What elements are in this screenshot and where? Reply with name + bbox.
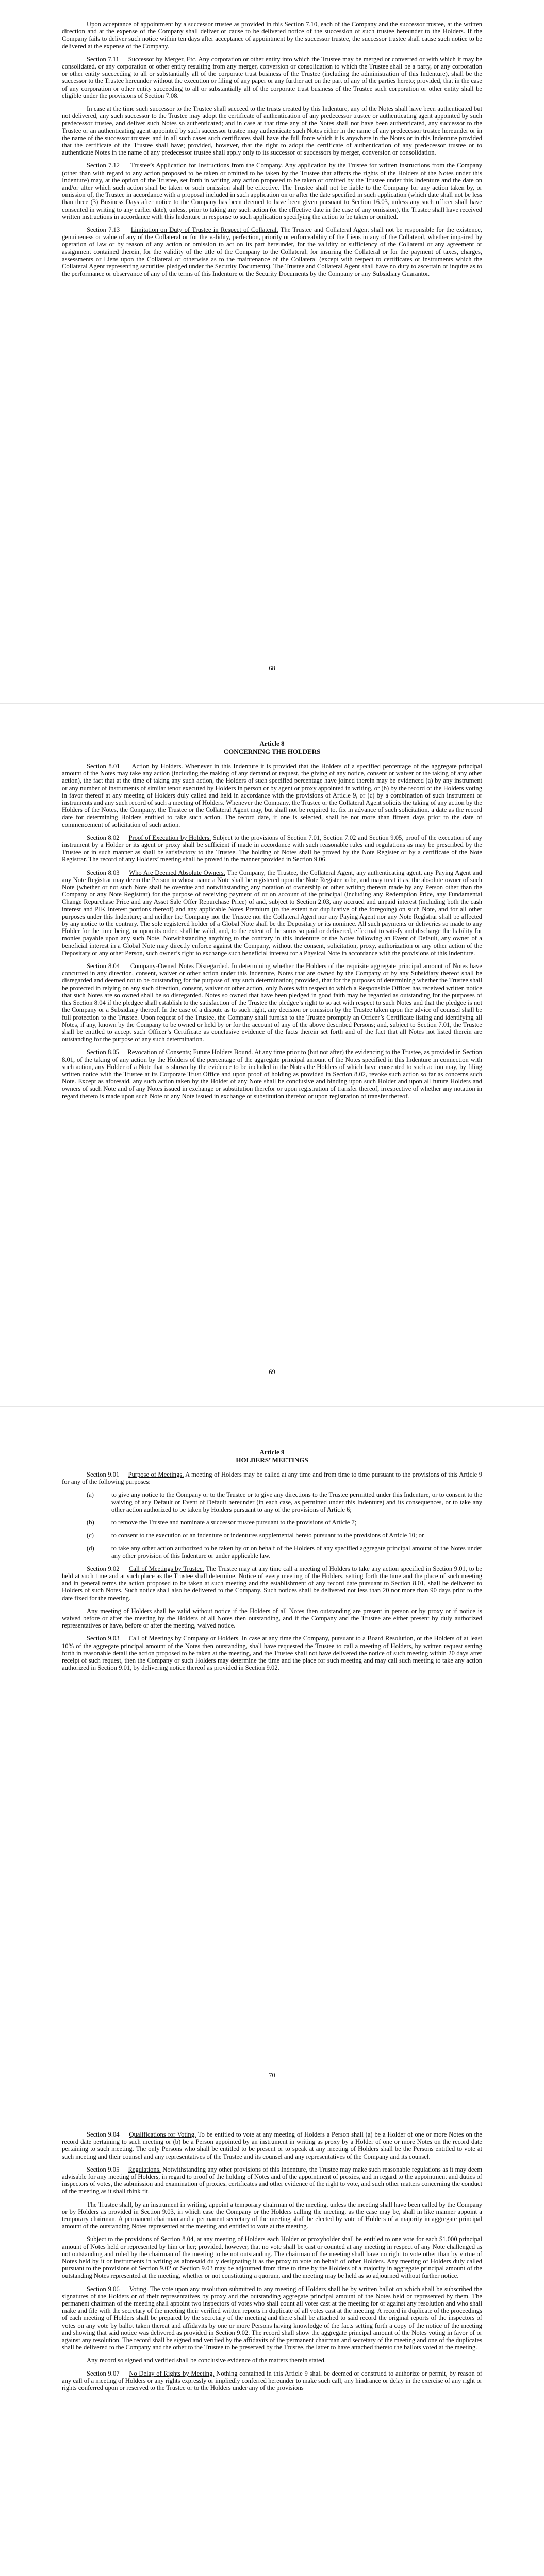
section-title: Revocation of Consents; Future Holders Bound. (127, 1048, 253, 1056)
section-number: Section 9.05 (87, 2165, 120, 2173)
section-text: At any time prior to (but not after) the evidencing to the Trustee, as provided in Section 8.01, of the taking of any action by the Holders of the percentage of the aggregate principal amount of the Notes specified in this Indenture in connection with such action, any Holder of a Note that is shown by the evidence to be included in the Notes the Holders of which have consented to such action may, by filing written notice with the Trustee at its Corporate Trust Office and upon proof of holding as provided in Section 8.02, revoke such action so far as concerns such Note. Except as aforesaid, any such action taken by the Holder of any Note shall be conclusive and binding upon such Holder and upon all future Holders and owners of such Note and of any Notes issued in exchange or substitution therefor or upon registration of transfer thereof, irrespective of whether any notation in regard thereto is made upon such Note or any Note issued in exchange or substitution therefor or upon registration of transfer thereof. (62, 1048, 482, 1100)
paragraph: Any record so signed and verified shall be conclusive evidence of the matters therein stated. (87, 2357, 326, 2364)
article-title: HOLDERS’ MEETINGS (236, 1456, 308, 1464)
section-text: Whenever in this Indenture it is provided that the Holders of a specified percentage of the aggregate principal amount of the Notes may take any action (including the making of any demand or request, the giving of any notice, consent or waiver or the taking of any other action), the fact that at the time of taking any such action, the Holders of such specified percentage have joined therein may be evidenced (a) by any instrument or any number of instruments of similar tenor executed by Holders in person or by agent or proxy appointed in writing, or (b) by the record of the Holders voting in favor thereof at any meeting of Holders duly called and held in accordance with the provisions of Article 9, or (c) by a combination of such instrument or instruments and any such record of such a meeting of Holders. Whenever the Company, the Trustee or the Collateral Agent solicits the taking of any action by the Holders of the Notes, the Company, the Trustee or the Collateral Agent may, but shall not be required to, fix in advance of such solicitation, a date as the record date for determining Holders entitled to take such action. The record date, if one is selected, shall be not more than fifteen days prior to the date of commencement of solicitation of such action. (62, 762, 483, 828)
page-71 (0, 2110, 544, 2576)
clause-a (62, 1491, 482, 1513)
section-title: Voting. (129, 2285, 149, 2293)
section-title: Trustee’s Application for Instructions from the Company. (130, 162, 283, 170)
section-text: A meeting of Holders may be called at any time and from time to time pursuant to the provisions of this Article 9 for any of the following purposes: (62, 1471, 482, 1486)
paragraph: Upon acceptance of appointment by a successor trustee as provided in this Section 7.10, each of the Company and the successor trustee, at the written direction and at the expense of the Company shall deliver or cause to be delivered notice of the succession of such trustee hereunder to the Holders. If the Company fails to deliver such notice within ten days after acceptance of appointment by the successor trustee, the successor trustee shall cause such notice to be delivered at the expense of the Company. (62, 21, 482, 50)
section-text: Notwithstanding any other provisions of this Indenture, the Trustee may make such reasonable regulations as it may deem advisable for any meeting of Holders, in regard to proof of the holding of Notes and of the appointment of proxies, and in regard to the appointment and duties of inspectors of votes, the submission and examination of proxies, certificates and other evidence of the right to vote, and such other matters concerning the conduct of the meeting as it shall think fit. (62, 2165, 482, 2195)
clause-b (62, 1519, 482, 1526)
page-71-body (62, 2131, 482, 2397)
clause-label: (b) (87, 1519, 94, 1527)
section-text: Any application by the Trustee for written instructions from the Company (other than with regard to any action proposed to be taken or omitted to be taken by the Trustee that affects the rights of the Holders of the Notes under this Indenture) may, at the option of the Trustee, set forth in writing any action proposed to be taken or omitted by the Trustee under this Indenture and the date on and/or after which such action shall be taken or such omission shall be effective. The Trustee shall not be liable to the Company for any action taken by, or omission of, the Trustee in accordance with a proposal included in such application on or after the date specified in such application (which date shall not be less than three (3) Business Days after notice to the Company has been deemed to have been given pursuant to Section 16.03, unless any such officer shall have consented in writing to any earlier date), unless, prior to taking any such action (or the effective date in the case of any omission), the Trustee shall have received written instructions in accordance with this Indenture in response to such application specifying the action to be taken or omitted. (62, 162, 482, 221)
section-text: In determining whether the Holders of the requisite aggregate principal amount of Notes have concurred in any direction, consent, waiver or other action under this Indenture, Notes that are owned by the Company or by any Subsidiary thereof shall be disregarded and deemed not to be outstanding for the purpose of any such determination; provided, that for the purposes of determining whether the Trustee shall be protected in relying on any such direction, consent, waiver or other action, only Notes with respect to which a Responsible Officer has received written notice that such Notes are so owned shall be so disregarded. Notes so owned that have been pledged in good faith may be regarded as outstanding for the purposes of this Section 8.04 if the pledgee shall establish to the satisfaction of the Trustee the pledgee’s right to so act with respect to such Notes and that the pledgee is not the Company or a Subsidiary thereof. In the case of a dispute as to such right, any decision or omission by the Trustee taken upon the advice of counsel shall be full protection to the Trustee. Upon request of the Trustee, the Company shall furnish to the Trustee promptly an Officer’s Certificate listing and identifying all Notes, if any, known by the Company to be owned or held by or for the account of any of the above described Persons; and, subject to Section 7.01, the Trustee shall be entitled to accept such Officer’s Certificate as conclusive evidence of the facts therein set forth and of the fact that all Notes not listed therein are outstanding for the purpose of any such determination. (62, 962, 482, 1043)
section-text: Nothing contained in this Article 9 shall be deemed or construed to authorize or permit, by reason of any call of a meeting of Holders or any rights expressly or impliedly conferred hereunder to make such call, any hindrance or delay in the exercise of any right or rights conferred upon or reserved to the Trustee or to the Holders under any of the provisions (62, 2369, 482, 2392)
section-9-06 (62, 2285, 482, 2351)
section-text: The vote upon any resolution submitted to any meeting of Holders shall be by written ballot on which shall be subscribed the signatures of the Holders or of their representatives by proxy and the outstanding aggregate principal amount of the Notes held or represented by them. The permanent chairman of the meeting shall appoint two inspectors of votes who shall count all votes cast at the meeting for or against any resolution and who shall make and file with the secretary of the meeting their verified written reports in duplicate of all votes cast at the meeting. A record in duplicate of the proceedings of each meeting of Holders shall be prepared by the secretary of the meeting and there shall be attached to said record the original reports of the inspectors of votes on any vote by ballot taken thereat and affidavits by one or more Persons having knowledge of the facts setting forth a copy of the notice of the meeting and showing that said notice was delivered as provided in Section 9.02. The record shall show the aggregate principal amount of the Notes voting in favor of or against any resolution. The record shall be signed and verified by the affidavits of the permanent chairman and secretary of the meeting and one of the duplicates shall be delivered to the Company and the other to the Trustee to be preserved by the Trustee, the latter to have attached thereto the ballots voted at the meeting. (62, 2285, 482, 2351)
section-number: Section 9.03 (87, 1635, 120, 1642)
section-8-02 (62, 834, 482, 863)
paragraph: Subject to the provisions of Section 8.04, at any meeting of Holders each Holder or proxyholder shall be entitled to one vote for each $1,000 principal amount of Notes held or represented by him or her; provided, however, that no vote shall be cast or counted at any meeting in respect of any Note challenged as not outstanding and ruled by the chairman of the meeting to be not outstanding. The chairman of the meeting shall have no right to vote other than by virtue of Notes held by it or instruments in writing as aforesaid duly designating it as the proxy to vote on behalf of other Holders. Any meeting of Holders duly called pursuant to the provisions of Section 9.02 or Section 9.03 may be adjourned from time to time by the Holders of a majority in aggregate principal amount of the outstanding Notes represented at the meeting, whether or not constituting a quorum, and the meeting may be held as so adjourned without further notice. (62, 2235, 482, 2280)
section-7-12 (62, 162, 482, 221)
section-number: Section 8.04 (87, 962, 120, 970)
clause-label: (d) (87, 1545, 94, 1552)
section-number: Section 9.06 (87, 2285, 120, 2293)
section-title: No Delay of Rights by Meeting. (129, 2369, 215, 2377)
section-title: Call of Meetings by Company or Holders. (128, 1635, 240, 1642)
section-number: Section 9.04 (87, 2131, 120, 2138)
section-number: Section 7.12 (87, 162, 120, 170)
page-68-body (62, 21, 482, 283)
section-title: Who Are Deemed Absolute Owners. (129, 869, 225, 876)
section-title: Successor by Merger, Etc. (128, 55, 197, 63)
section-number: Section 8.05 (87, 1048, 120, 1056)
section-number: Section 8.02 (87, 834, 120, 841)
section-number: Section 9.02 (87, 1565, 120, 1572)
clause-text: to give any notice to the Company or to the Trustee or to give any directions to the Trustee permitted under this Indenture, or to consent to the waiving of any Default or Event of Default hereunder (in each case, as permitted under this Indenture) and its consequences, or to take any other action authorized to be taken by Holders pursuant to any of the provisions of Article 6; (111, 1491, 482, 1513)
clause-c (62, 1532, 482, 1539)
section-9-07 (62, 2370, 482, 2392)
section-title: Qualifications for Voting. (129, 2131, 196, 2138)
section-title: Limitation on Duty of Trustee in Respect of Collateral. (130, 226, 278, 234)
page-69-body (62, 740, 482, 1106)
section-title: Proof of Execution by Holders. (128, 834, 211, 841)
paragraph: The Trustee shall, by an instrument in writing, appoint a temporary chairman of the meeting, unless the meeting shall have been called by the Company or by Holders as provided in Section 9.03, in which case the Company or the Holders calling the meeting, as the case may be, shall in like manner appoint a temporary chairman. A permanent chairman and a permanent secretary of the meeting shall be elected by vote of Holders of a majority in aggregate principal amount of the outstanding Notes represented at the meeting and entitled to vote at the meeting. (62, 2200, 482, 2230)
article-heading: Article 9 (259, 1448, 285, 1456)
section-8-03 (62, 869, 482, 957)
page-68 (0, 0, 544, 703)
section-number: Section 9.07 (87, 2369, 120, 2377)
section-number: Section 8.03 (87, 869, 120, 876)
article-title: CONCERNING THE HOLDERS (223, 748, 321, 755)
section-text: The Company, the Trustee, the Collateral Agent, any authenticating agent, any Paying Agent and any Note Registrar may deem the Person in whose name a Note shall be registered upon the Note Register to be, and may treat it as, the absolute owner of such Note (whether or not such Note shall be overdue and notwithstanding any notation of ownership or other writing thereon made by any Person other than the Company or any Note Registrar) for the purpose of receiving payment of or on account of the principal (including any Redemption Price, any Fundamental Change Repurchase Price and any Asset Sale Offer Repurchase Price) of and, subject to Section 2.03, any accrued and unpaid interest (including both the cash interest and PIK Interest portions thereof) and any applicable Notes Premium (to the extent not duplicative of the foregoing) on such Note, and for all other purposes under this Indenture; and neither the Company nor the Trustee nor the Collateral Agent nor any Paying Agent nor any Note Registrar shall be affected by any notice to the contrary. The sole registered holder of a Global Note shall be the Depositary or its nominee. All such payments or deliveries so made to any Holder for the time being, or upon its order, shall be valid, and, to the extent of the sums so paid or delivered, effectual to satisfy and discharge the liability for monies payable upon any such Note. Notwithstanding anything to the contrary in this Indenture or the Notes following an Event of Default, any owner of a beneficial interest in a Global Note may directly enforce against the Company, without the consent, solicitation, proxy, authorization or any other action of the Depositary or any other Person, such owner’s right to exchange such beneficial interest for a Physical Note in accordance with the provisions of this Indenture. (62, 869, 482, 957)
section-9-05 (62, 2166, 482, 2195)
section-title: Call of Meetings by Trustee. (128, 1565, 204, 1572)
clause-text: to remove the Trustee and nominate a successor trustee pursuant to the provisions of Article 7; (111, 1519, 357, 1527)
clause-label: (c) (87, 1532, 94, 1539)
page-number: 69 (269, 1368, 275, 1376)
section-7-11 (62, 56, 482, 99)
section-text: Subject to the provisions of Section 7.01, Section 7.02 and Section 9.05, proof of the execution of any instrument by a Holder or its agent or proxy shall be sufficient if made in accordance with such reasonable rules and regulations as may be prescribed by the Trustee or in such manner as shall be satisfactory to the Trustee. The holding of Notes shall be proved by the Note Register or by a certificate of the Note Registrar. The record of any Holders’ meeting shall be proved in the manner provided in Section 9.06. (62, 834, 482, 863)
section-9-01 (62, 1471, 482, 1485)
clause-d (62, 1545, 482, 1559)
section-number: Section 9.01 (87, 1471, 120, 1478)
section-9-03 (62, 1635, 482, 1671)
page-69 (0, 704, 544, 1406)
page-number: 70 (269, 2072, 275, 2079)
section-8-04 (62, 962, 482, 1043)
article-heading: Article 8 (259, 740, 285, 748)
section-title: Regulations. (128, 2165, 161, 2173)
section-text: The Trustee and Collateral Agent shall not be responsible for the existence, genuineness or value of any of the Collateral or for the validity, perfection, priority or enforceability of the Liens in any of the Collateral, whether impaired by operation of law or by reason of any action or omission to act on its part hereunder, for the validity or sufficiency of the Collateral or any agreement or assignment contained therein, for the validity of the title of the Company to the Collateral, for insuring the Collateral or for the payment of taxes, charges, assessments or Liens upon the Collateral or otherwise as to the maintenance of the Collateral (except with respect to certificates or instruments which the Collateral Agent representing securities pledged under the Security Documents). The Trustee and Collateral Agent shall have no duty to ascertain or inquire as to the performance or observance of any of the terms of this Indenture or the Security Documents by the Company or any Subsidiary Guarantor. (62, 226, 482, 278)
page-70-body (62, 1448, 482, 1677)
section-7-13 (62, 226, 482, 277)
clause-text: to consent to the execution of an indenture or indentures supplemental hereto pursuant to the provisions of Article 10; or (111, 1532, 424, 1539)
clause-label: (a) (87, 1491, 94, 1499)
section-text: The Trustee may at any time call a meeting of Holders to take any action specified in Section 9.01, to be held at such time and at such place as the Trustee shall determine. Notice of every meeting of the Holders, setting forth the time and the place of such meeting and in general terms the action proposed to be taken at such meeting and the establishment of any record date pursuant to Section 8.01, shall be delivered to Holders of such Notes. Such notice shall also be delivered to the Company. Such notices shall be delivered not less than 20 nor more than 90 days prior to the date fixed for the meeting. (62, 1565, 483, 1602)
clause-text: to take any other action authorized to be taken by or on behalf of the Holders of any specified aggregate principal amount of the Notes under any other provision of this Indenture or under applicable law. (111, 1545, 482, 1560)
section-title: Purpose of Meetings. (128, 1471, 184, 1478)
section-number: Section 7.13 (87, 226, 120, 234)
section-title: Company-Owned Notes Disregarded. (130, 962, 229, 970)
section-8-01 (62, 762, 482, 828)
section-number: Section 8.01 (87, 762, 120, 770)
section-8-05 (62, 1048, 482, 1099)
section-text: Any corporation or other entity into which the Trustee may be merged or converted or with which it may be consolidated, or any corporation or other entity resulting from any merger, conversion or consolidation to which the Trustee shall be a party, or any corporation or other entity succeeding to all or substantially all of the corporate trust business of the Trustee (including the administration of this Indenture), shall be the successor to the Trustee hereunder without the execution or filing of any paper or any further act on the part of any of the parties hereto; provided, that in the case of any corporation or other entity succeeding to all or substantially all of the corporate trust business of the Trustee such corporation or other entity shall be eligible under the provisions of Section 7.08. (62, 55, 483, 99)
section-9-04 (62, 2131, 482, 2160)
section-text: In case at any time the Company, pursuant to a Board Resolution, or the Holders of at least 10% of the aggregate principal amount of the Notes then outstanding, shall have requested the Trustee to call a meeting of Holders, by written request setting forth in reasonable detail the action proposed to be taken at the meeting, and the Trustee shall not have delivered the notice of such meeting within 20 days after receipt of such request, then the Company or such Holders may determine the time and the place for such meeting and may call such meeting to take any action authorized in Section 9.01, by delivering notice thereof as provided in Section 9.02. (62, 1635, 482, 1672)
paragraph: Any meeting of Holders shall be valid without notice if the Holders of all Notes then outstanding are present in person or by proxy or if notice is waived before or after the meeting by the Holders of all Notes then outstanding, and if the Company and the Trustee are either present by duly authorized representatives or have, before or after the meeting, waived notice. (62, 1607, 482, 1630)
section-text: To be entitled to vote at any meeting of Holders a Person shall (a) be a Holder of one or more Notes on the record date pertaining to such meeting or (b) be a Person appointed by an instrument in writing as proxy by a Holder of one or more Notes on the record date pertaining to such meeting. The only Persons who shall be entitled to be present or to speak at any meeting of Holders shall be the Persons entitled to vote at such meeting and their counsel and any representatives of the Trustee and its counsel and any representatives of the Company and its counsel. (62, 2131, 483, 2160)
page-number: 68 (269, 665, 275, 672)
section-number: Section 7.11 (87, 55, 119, 63)
page-70 (0, 1407, 544, 2110)
section-title: Action by Holders. (131, 762, 183, 770)
section-9-02 (62, 1565, 482, 1602)
paragraph: In case at the time such successor to the Trustee shall succeed to the trusts created by this Indenture, any of the Notes shall have been authenticated but not delivered, any such successor to the Trustee may adopt the certificate of authentication of any predecessor trustee or authenticating agent appointed by such predecessor trustee, and deliver such Notes so authenticated; and in case at that time any of the Notes shall not have been authenticated, any successor to the Trustee or an authenticating agent appointed by such successor trustee may authenticate such Notes either in the name of any predecessor trustee hereunder or in the name of the successor trustee; and in all such cases such certificates shall have the full force which it is anywhere in the Notes or in this Indenture provided that the certificate of the Trustee shall have; provided, however, that the right to adopt the certificate of authentication of any predecessor trustee or to authenticate Notes in the name of any predecessor trustee shall apply only to its successor or successors by merger, conversion or consolidation. (62, 105, 482, 157)
